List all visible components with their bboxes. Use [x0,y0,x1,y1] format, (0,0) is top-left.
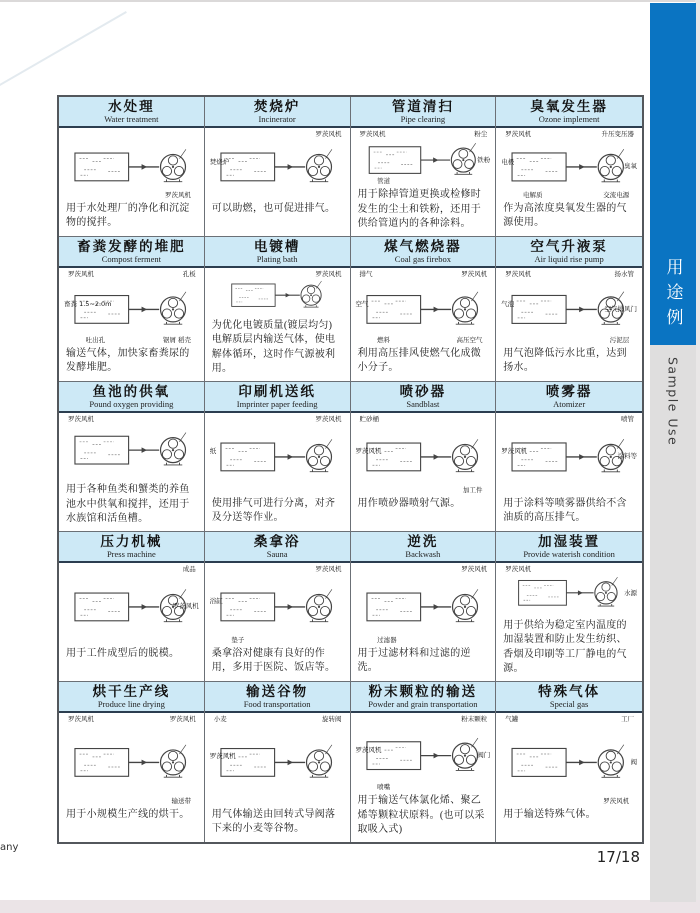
cell-title: 畜粪发酵的堆肥 [77,239,186,254]
diagram-label: 喷嘴 [377,783,391,792]
cell-description: 用气泡降低污水比重，达到扬水。 [503,348,627,374]
application-diagram [499,269,639,346]
diagram-label: 罗茨风机 [68,269,94,278]
app-cell [205,237,351,382]
cell-subtitle: Ozone implement [538,113,600,124]
diagram-label: 罗茨风机 [505,564,532,573]
diagram-label: 锯屑 稻壳 [162,335,192,344]
diagram-label: 吐出孔 [85,335,106,344]
diagram-label: 罗茨风机 [603,796,630,805]
app-cell [205,532,351,682]
diagram-label: 铁粉 [477,155,491,164]
diagram-label: 罗茨风机 [505,269,532,278]
diagram-label: 粉尘 [474,129,488,138]
cell-description: 用于输送气体氯化烯、聚乙烯等颗粒状原料。(也可以采取吸入式) [357,795,485,835]
blower-line-art [208,714,347,807]
diagram-label: 罗茨风机 [68,714,94,723]
cell-title: 输送谷物 [246,684,309,699]
diagram-label: 阀 [630,757,637,766]
diagram-label: 扬水管 [614,269,634,278]
app-cell [351,382,497,532]
diagram-label: 罗茨风机 [501,447,528,456]
cell-body [496,413,642,531]
diagram-label: 畜粪 1.5~2.0m [64,300,112,309]
diagram-label: 电极 [501,158,515,167]
diagram-label: 罗茨风机 [315,564,342,573]
page-corner-fold [0,11,127,88]
application-diagram [499,414,639,496]
diagram-label: 罗茨风机 [355,447,382,456]
app-cell [205,382,351,532]
cell-title: 臭氧发生器 [530,99,608,114]
application-diagram [62,269,201,346]
diagram-label: 浴缸 [209,597,223,606]
diagram-label: 罗茨风机 [209,751,236,760]
cell-title: 空气升液泵 [530,239,608,254]
app-cell [496,237,642,382]
diagram-label: 旋转阀 [322,714,342,723]
cell-header [351,532,496,563]
cell-title: 煤气燃烧器 [384,239,462,254]
cell-title: 鱼池的供氧 [92,384,171,399]
cell-subtitle: Pound oxygen providing [89,398,174,409]
blower-line-art [354,269,493,346]
cell-header [59,237,204,268]
side-tab-use-example-en [650,345,696,902]
diagram-label: 纸 [209,447,217,456]
diagram-label: 贮砂桶 [359,414,379,423]
diagram-label: 罗茨风机 [505,129,532,138]
cell-body [496,563,642,681]
diagram-label: 输送带 [171,796,192,805]
application-diagram [354,269,493,346]
blower-line-art [499,714,639,807]
diagram-label: 罗茨风机 [315,269,342,278]
side-tab-use-example-cn [650,3,696,345]
cell-description: 用于输送特殊气体。 [503,809,596,820]
app-cell [496,382,642,532]
diagram-label: 罗茨风机 [461,269,488,278]
cell-title: 喷雾器 [545,384,593,399]
cell-description: 使用排气可进行分离，对齐及分送等作业。 [211,498,336,524]
application-diagram [208,269,347,318]
cell-header [351,97,496,128]
diagram-label: 加工件 [463,485,483,494]
diagram-label: 罗茨风机 [315,129,342,138]
cell-subtitle: Press machine [106,548,156,559]
diagram-label: 粉末颗粒 [461,714,488,723]
side-tab-label-cn: 用途例 [662,258,683,333]
diagram-label: 气泡 [501,300,515,309]
diagram-label: 罗茨风机 [355,746,382,755]
application-diagram [62,714,201,807]
cell-subtitle: Provide waterish condition [523,548,615,559]
cell-title: 烘干生产线 [92,684,171,699]
cell-header [496,532,642,563]
cell-subtitle: Atomizer [553,398,586,409]
cell-header [59,97,204,128]
cell-subtitle: Incinerator [258,113,296,124]
diagram-label: 成品 [182,564,196,573]
cell-header [59,532,204,563]
diagram-label: 工厂 [621,714,634,723]
cell-body [59,713,204,842]
cell-body [59,268,204,381]
cell-description: 用气体输送由回转式导阀落下来的小麦等谷物。 [211,809,336,835]
cell-body [351,563,496,681]
diagram-label: 高压空气 [456,335,483,344]
cell-subtitle: Sauna [266,548,288,559]
cell-header [496,97,642,128]
cell-description: 输送气体，加快家畜粪尿的发酵堆肥。 [66,348,190,374]
cell-description: 作为高浓度臭氧发生器的气源使用。 [503,203,627,229]
cell-title: 电镀槽 [253,239,301,254]
cell-subtitle: Food transportation [243,698,311,709]
blower-line-art [62,414,201,483]
cell-body [205,128,350,236]
diagram-label: 管道 [377,177,391,186]
cell-description: 用于过滤材料和过滤的逆洗。 [357,648,471,674]
diagram-label: 空气 [355,300,369,309]
app-cell [496,532,642,682]
app-cell [205,97,351,237]
cell-body [205,563,350,681]
cell-body [59,413,204,531]
application-diagram [208,414,347,496]
cell-header [205,237,350,268]
app-cell [59,237,205,382]
application-diagram [499,714,639,807]
diagram-label: 喷管 [621,414,634,423]
cell-description: 为优化电镀质量(镀层均匀)电解质层内输送气体，使电解体循环，这时作气源被利用。 [211,320,336,374]
diagram-label: 水源 [624,588,637,597]
application-diagram [499,564,639,618]
cell-title: 粉末颗粒的输送 [368,684,478,699]
application-diagram [354,129,493,188]
cell-header [205,682,350,713]
app-cell [351,97,497,237]
application-diagram [354,714,493,794]
diagram-label: 垫子 [231,635,245,644]
page-number: 17/18 [596,848,640,866]
applications-table [57,95,644,844]
cell-subtitle: Air liquid rise pump [534,253,604,264]
cell-header [59,682,204,713]
application-diagram [208,129,347,201]
cell-header [496,682,642,713]
cell-title: 逆洗 [407,534,439,549]
cell-body [351,713,496,842]
application-diagram [62,564,201,646]
cell-title: 桑拿浴 [253,534,301,549]
diagram-label: 罗茨风机 [461,564,488,573]
side-tab-label-en: Sample Use [665,357,681,447]
cell-description: 用于涂料等喷雾器供给不含油质的高压排气。 [503,498,627,524]
diagram-label: 污泥层 [609,335,630,344]
diagram-label: 阀门 [477,751,491,760]
cell-body [205,713,350,842]
app-cell [351,237,497,382]
app-cell [59,682,205,842]
cell-description: 用于小规模生产线的烘干。 [66,809,190,820]
app-cell [205,682,351,842]
app-cell [496,682,642,842]
cell-title: 焚烧炉 [253,99,301,114]
diagram-label: 交流电源 [603,190,630,199]
cell-title: 压力机械 [100,534,163,549]
cell-subtitle: Coal gas firebox [394,253,451,264]
diagram-label: 涂料等 [617,452,637,461]
cell-header [496,382,642,413]
cell-header [205,532,350,563]
cell-title: 加湿装置 [538,534,601,549]
diagram-label: 小麦 [213,714,227,723]
cell-subtitle: Produce line drying [97,698,165,709]
cell-description: 用于除掉管道更换或检修时发生的尘土和铁粉，还用于供给管道内的各种涂料。 [357,189,482,229]
application-diagram [208,714,347,807]
cell-title: 印刷机送纸 [238,384,316,399]
cell-header [351,382,496,413]
application-diagram [62,129,201,201]
cell-title: 管道清扫 [391,99,454,114]
cell-description: 用于各种鱼类和蟹类的养鱼池水中供氧和搅拌，还用于水族馆和活鱼槽。 [66,484,190,524]
blower-line-art [354,564,493,646]
cell-header [59,382,204,413]
cell-header [496,237,642,268]
cell-subtitle: Powder and grain transportation [368,698,478,709]
diagram-label: 排气 [359,269,373,278]
blower-line-art [208,414,347,496]
app-cell [59,97,205,237]
diagram-label: 罗茨风机 [165,190,192,199]
application-diagram [62,414,201,483]
cell-subtitle: Pipe clearing [400,113,446,124]
diagram-label: 臭氧 [624,162,637,171]
cell-subtitle: Water treatment [104,113,159,124]
application-diagram [354,564,493,646]
cell-header [351,237,496,268]
cell-description: 用于供给为稳定室内温度的加湿装置和防止发生纺织、香烟及印刷等工厂静电的气源。 [503,620,627,674]
cell-subtitle: Imprinter paper feeding [236,398,318,409]
page-bottom-strip [0,900,700,913]
diagram-label: 空气排风门 [604,304,637,313]
cell-subtitle: Sandblast [406,398,440,409]
cell-subtitle: Backwash [405,548,441,559]
cell-subtitle: Plating bath [256,253,298,264]
app-cell [59,532,205,682]
diagram-label: 罗茨风机 [68,414,94,423]
cell-body [59,128,204,236]
app-cell [496,97,642,237]
diagram-label: 罗茨风机 [172,602,199,611]
diagram-label: 焚烧炉 [209,158,230,167]
cell-body [351,128,496,236]
cell-description: 桑拿浴对健康有良好的作用，多用于医院、饭店等。 [211,648,336,674]
cell-description: 用于工件成型后的脱模。 [66,648,180,659]
cell-body [496,268,642,381]
cell-body [496,713,642,842]
diagram-label: 罗茨风机 [359,129,386,138]
footer-cropped-text: any [0,842,19,853]
app-cell [59,382,205,532]
cell-body [205,413,350,531]
cell-header [205,97,350,128]
cell-body [205,268,350,381]
diagram-label: 孔板 [182,269,196,278]
cell-description: 利用高压排风使燃气化成微小分子。 [357,348,482,374]
page-top-rule [0,0,700,2]
cell-body [351,268,496,381]
cell-title: 水处理 [108,99,155,114]
cell-description: 用于水处理厂的净化和沉淀物的搅拌。 [66,203,190,229]
app-cell [351,682,497,842]
blower-line-art [62,714,201,807]
cell-title: 特殊气体 [538,684,601,699]
app-cell [351,532,497,682]
application-diagram [354,414,493,496]
application-diagram [208,564,347,646]
cell-subtitle: Special gas [549,698,589,709]
cell-body [351,413,496,531]
diagram-label: 罗茨风机 [315,414,342,423]
blower-line-art [208,564,347,646]
cell-body [496,128,642,236]
cell-header [351,682,496,713]
application-diagram [499,129,639,201]
diagram-label: 过滤器 [377,635,397,644]
cell-title: 喷砂器 [399,384,447,399]
cell-header [205,382,350,413]
diagram-label: 燃料 [377,335,391,344]
cell-body [59,563,204,681]
diagram-label: 气罐 [505,714,519,723]
diagram-label: 升压变压器 [601,129,634,138]
cell-subtitle: Compost ferment [101,253,161,264]
cell-description: 用作喷砂器喷射气源。 [357,498,461,509]
diagram-label: 电解质 [523,190,543,199]
diagram-label: 罗茨风机 [169,714,196,723]
cell-description: 可以助燃，也可促进排气。 [211,203,336,214]
